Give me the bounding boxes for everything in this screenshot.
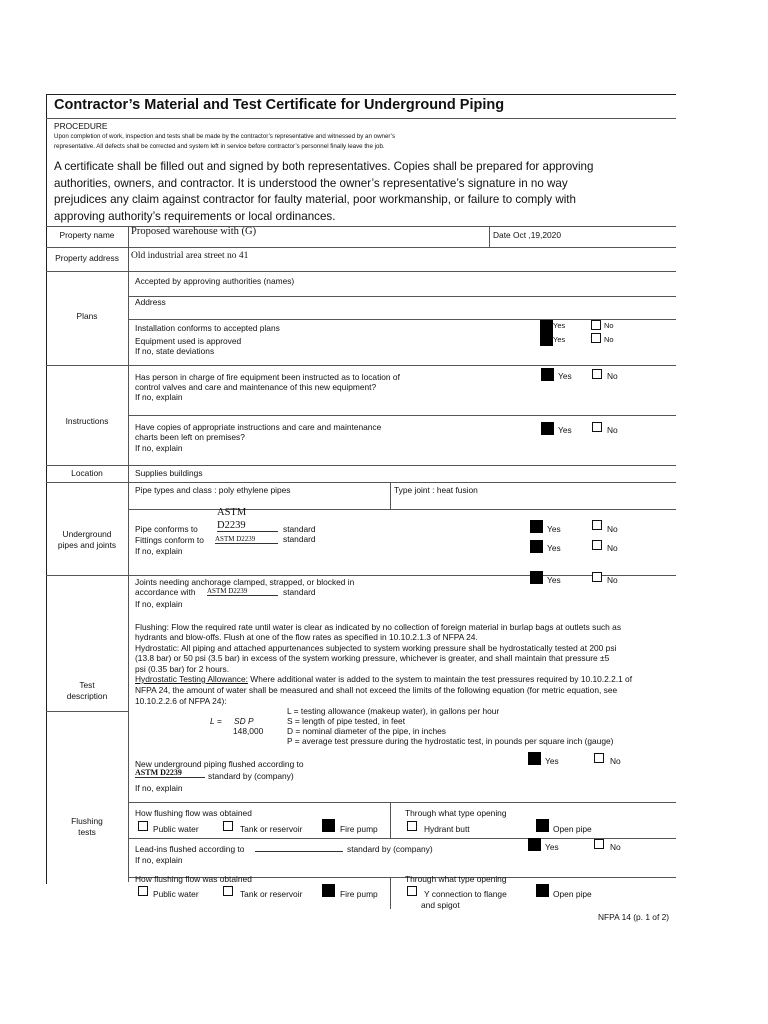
explain-label: If no, explain (135, 783, 183, 793)
allowance-text (135, 674, 632, 684)
underground-label: pipes and joints (57, 540, 117, 550)
rule (128, 226, 129, 882)
fire-pump-label: Fire pump (340, 889, 378, 899)
yes-label: Yes (547, 524, 561, 534)
conforms-label: Installation conforms to accepted plans (135, 323, 280, 333)
leadins-standard-field[interactable] (255, 851, 343, 852)
rule (46, 711, 128, 712)
rule (128, 296, 676, 297)
explain-label: If no, explain (135, 599, 183, 609)
conforms-no-checkbox[interactable] (591, 320, 601, 330)
yes-label: Yes (547, 543, 561, 553)
certificate-text: A certificate shall be filled out and signed by both representatives. Copies shall be prepared for approving (54, 160, 594, 173)
explain-label: If no, explain (135, 855, 183, 865)
open-pipe-label: Open pipe (553, 824, 592, 834)
through-type-label: Through what type opening (405, 808, 507, 818)
fittings-standard-field[interactable]: ASTM D2239 (215, 535, 278, 544)
no-label: No (604, 335, 614, 344)
pipe-yes-checkbox[interactable] (530, 520, 543, 533)
tank-label: Tank or reservoir (240, 889, 303, 899)
flushed-yes-checkbox[interactable] (528, 752, 541, 765)
y-connection-label: Y connection to flange (424, 889, 507, 899)
rule (46, 465, 676, 466)
equation-l: L = (210, 716, 222, 726)
joints-no-checkbox[interactable] (592, 572, 602, 582)
allowance-text: 10.10.2.2.6 of NFPA 24): (135, 696, 227, 706)
test-label: description (66, 691, 108, 701)
hydrostatic-text: Hydrostatic: All piping and attached appurtenances subjected to system working pressure shall be hydrostatically tested at 200 psi (135, 643, 617, 653)
public-water-checkbox[interactable] (138, 821, 148, 831)
charts-yes-checkbox[interactable] (541, 422, 554, 435)
new-piping-standard-field[interactable]: ASTM D2239 (135, 768, 205, 778)
flushing-tests-label: Flushing (71, 816, 103, 826)
instructions-q2: Have copies of appropriate instructions and care and maintenance (135, 422, 382, 432)
instructions-explain: If no, explain (135, 392, 183, 402)
certificate-text: prejudices any claim against contractor for faulty material, poor workmanship, or failure to comply with (54, 193, 576, 206)
test-label: Test (79, 680, 95, 690)
deviations-label: If no, state deviations (135, 346, 215, 356)
yes-label: Yes (553, 321, 566, 330)
page-footer: NFPA 14 (p. 1 of 2) (598, 912, 670, 922)
instructed-yes-checkbox[interactable] (541, 368, 554, 381)
how-obtained-label: How flushing flow was obtained (135, 808, 252, 818)
instructions-explain: If no, explain (135, 443, 183, 453)
standard-label: standard (283, 524, 316, 534)
fire-pump-checkbox-2[interactable] (322, 884, 335, 897)
pipe-types-field[interactable]: Pipe types and class : poly ethylene pipes (135, 485, 291, 495)
flushing-text: Flushing: Flow the required rate until water is clear as indicated by no collection of foreign material in burlap bags at outlets such as (135, 622, 622, 632)
page-title: Contractor’s Material and Test Certificate for Underground Piping (54, 97, 505, 113)
procedure-text: Upon completion of work, inspection and tests shall be made by the contractor’s representative and witnessed by an owner’s (54, 133, 396, 140)
instructions-label: Instructions (65, 416, 109, 426)
date-label: Date (493, 230, 511, 240)
fittings-label: Fittings conform to (135, 535, 204, 545)
open-pipe-checkbox-2[interactable] (536, 884, 549, 897)
standard-label: standard (283, 587, 316, 597)
flushing-tests-label: tests (78, 827, 96, 837)
joints-label: Joints needing anchorage clamped, strapped, or blocked in (135, 577, 355, 587)
fire-pump-checkbox[interactable] (322, 819, 335, 832)
new-piping-label: New underground piping flushed according to (135, 759, 304, 769)
rule (46, 118, 676, 119)
rule (390, 802, 391, 838)
instructions-q1: Has person in charge of fire equipment been instructed as to location of (135, 372, 400, 382)
no-label: No (607, 371, 618, 381)
rule (489, 226, 490, 247)
leadins-yes-checkbox[interactable] (528, 838, 541, 851)
public-water-checkbox-2[interactable] (138, 886, 148, 896)
how-obtained-label: How flushing flow was obtained (135, 874, 252, 884)
tank-label: Tank or reservoir (240, 824, 303, 834)
standard-label: standard (283, 534, 316, 544)
procedure-text: representative. All defects shall be corrected and system left in service before contractor’s personnel finally leave the job. (54, 143, 385, 150)
instructed-no-checkbox[interactable] (592, 369, 602, 379)
rule (390, 877, 391, 909)
yes-label: Yes (545, 842, 559, 852)
joints-label: accordance with (135, 587, 196, 597)
hydrant-butt-checkbox[interactable] (407, 821, 417, 831)
no-label: No (604, 321, 614, 330)
approved-yes-checkbox[interactable] (540, 333, 553, 346)
by-company-label: standard by (company) (208, 771, 294, 781)
pipe-conforms-label: Pipe conforms to (135, 524, 198, 534)
y-connection-label: and spigot (421, 900, 460, 910)
property-name-label: Property name (59, 230, 115, 240)
yes-label: Yes (553, 335, 566, 344)
no-label: No (607, 425, 618, 435)
joints-yes-checkbox[interactable] (530, 571, 543, 584)
yes-label: Yes (547, 575, 561, 585)
fittings-yes-checkbox[interactable] (530, 540, 543, 553)
procedure-heading: PROCEDURE (54, 121, 108, 131)
instructions-q2: charts been left on premises? (135, 432, 245, 442)
through-type-label: Through what type opening (405, 874, 507, 884)
equation-denominator: 148,000 (233, 726, 264, 736)
location-label: Location (71, 468, 103, 478)
definition-text: S = length of pipe tested, in feet (287, 716, 406, 726)
no-label: No (607, 575, 618, 585)
open-pipe-label: Open pipe (553, 889, 592, 899)
tank-checkbox[interactable] (223, 821, 233, 831)
rule (46, 575, 676, 576)
hydrant-butt-label: Hydrant butt (424, 824, 470, 834)
public-water-label: Public water (153, 889, 199, 899)
leadins-label: Lead-ins flushed according to (135, 844, 245, 854)
rule (390, 482, 391, 509)
definition-text: P = average test pressure during the hydrostatic test, in pounds per square inch (gauge) (287, 736, 614, 746)
certificate-text: authorities, owners, and contractor. It is understood the owner’s representative’s signature in no way (54, 177, 568, 190)
joints-standard-field[interactable]: ASTM D2239 (207, 587, 278, 596)
astm-value: ASTM (217, 507, 247, 518)
explain-label: If no, explain (135, 546, 183, 556)
date-field[interactable] (493, 230, 561, 240)
definition-text: L = testing allowance (makeup water), in gallons per hour (287, 706, 500, 716)
fire-pump-label: Fire pump (340, 824, 378, 834)
pipe-standard-field[interactable]: D2239 (217, 520, 278, 532)
certificate-text: approving authority’s requirements or local ordinances. (54, 210, 336, 223)
approved-label: Equipment used is approved (135, 336, 242, 346)
type-joint-field[interactable]: Type joint : heat fusion (394, 485, 478, 495)
approved-no-checkbox[interactable] (591, 333, 601, 343)
leadins-company-label: standard by (company) (347, 844, 433, 854)
location-field[interactable]: Supplies buildings (135, 468, 203, 478)
no-label: No (607, 543, 618, 553)
property-name-field[interactable]: Proposed warehouse with (G) (131, 226, 257, 237)
yes-label: Yes (558, 425, 572, 435)
open-pipe-checkbox[interactable] (536, 819, 549, 832)
rule (46, 365, 676, 366)
rule (46, 482, 676, 483)
conforms-yes-checkbox[interactable] (540, 320, 553, 333)
yes-label: Yes (545, 756, 559, 766)
accepted-by-label: Accepted by approving authorities (names) (135, 276, 295, 286)
no-label: No (607, 524, 618, 534)
y-connection-checkbox[interactable] (407, 886, 417, 896)
fittings-no-checkbox[interactable] (592, 540, 602, 550)
pipe-no-checkbox[interactable] (592, 520, 602, 530)
no-label: No (610, 842, 621, 852)
plans-label: Plans (76, 311, 98, 321)
equation-numerator: SD P (234, 716, 254, 726)
allowance-text: NFPA 24, the amount of water shall be measured and shall not exceed the limits of the following equation (for metric equation, see (135, 685, 618, 695)
charts-no-checkbox[interactable] (592, 422, 602, 432)
flushing-text: hydrants and blow-offs. Flush at one of the flow rates as specified in 10.10.2.1.3 of NFPA 24. (135, 632, 478, 642)
tank-checkbox-2[interactable] (223, 886, 233, 896)
allowance-heading: Hydrostatic Testing Allowance: (135, 674, 248, 684)
property-address-label: Property address (55, 253, 119, 263)
address-label: Address (135, 297, 166, 307)
public-water-label: Public water (153, 824, 199, 834)
rule (128, 802, 676, 803)
hydrostatic-text: (13.8 bar) or 50 psi (3.5 bar) in excess of the system working pressure, whichever is greater, and shall maintain that pressure ±5 (135, 653, 610, 663)
allowance-body: Where additional water is added to the system to maintain the test pressures required by 10.10.2.2.1 of (247, 674, 633, 684)
instructions-q1: control valves and care and maintenance of this new equipment? (135, 382, 377, 392)
leadins-no-checkbox[interactable] (594, 839, 604, 849)
date-value: Oct ,19,2020 (513, 230, 561, 240)
rule (46, 247, 676, 248)
property-address-field[interactable]: Old industrial area street no 41 (131, 251, 249, 261)
yes-label: Yes (558, 371, 572, 381)
no-label: No (610, 756, 621, 766)
rule (46, 271, 676, 272)
frame-top (46, 94, 676, 95)
frame-left (46, 94, 47, 884)
rule (128, 509, 676, 510)
flushed-no-checkbox[interactable] (594, 753, 604, 763)
definition-text: D = nominal diameter of the pipe, in inches (287, 726, 446, 736)
hydrostatic-text: psi (0.35 bar) for 2 hours. (135, 664, 230, 674)
rule (128, 415, 676, 416)
underground-label: Underground (62, 529, 112, 539)
